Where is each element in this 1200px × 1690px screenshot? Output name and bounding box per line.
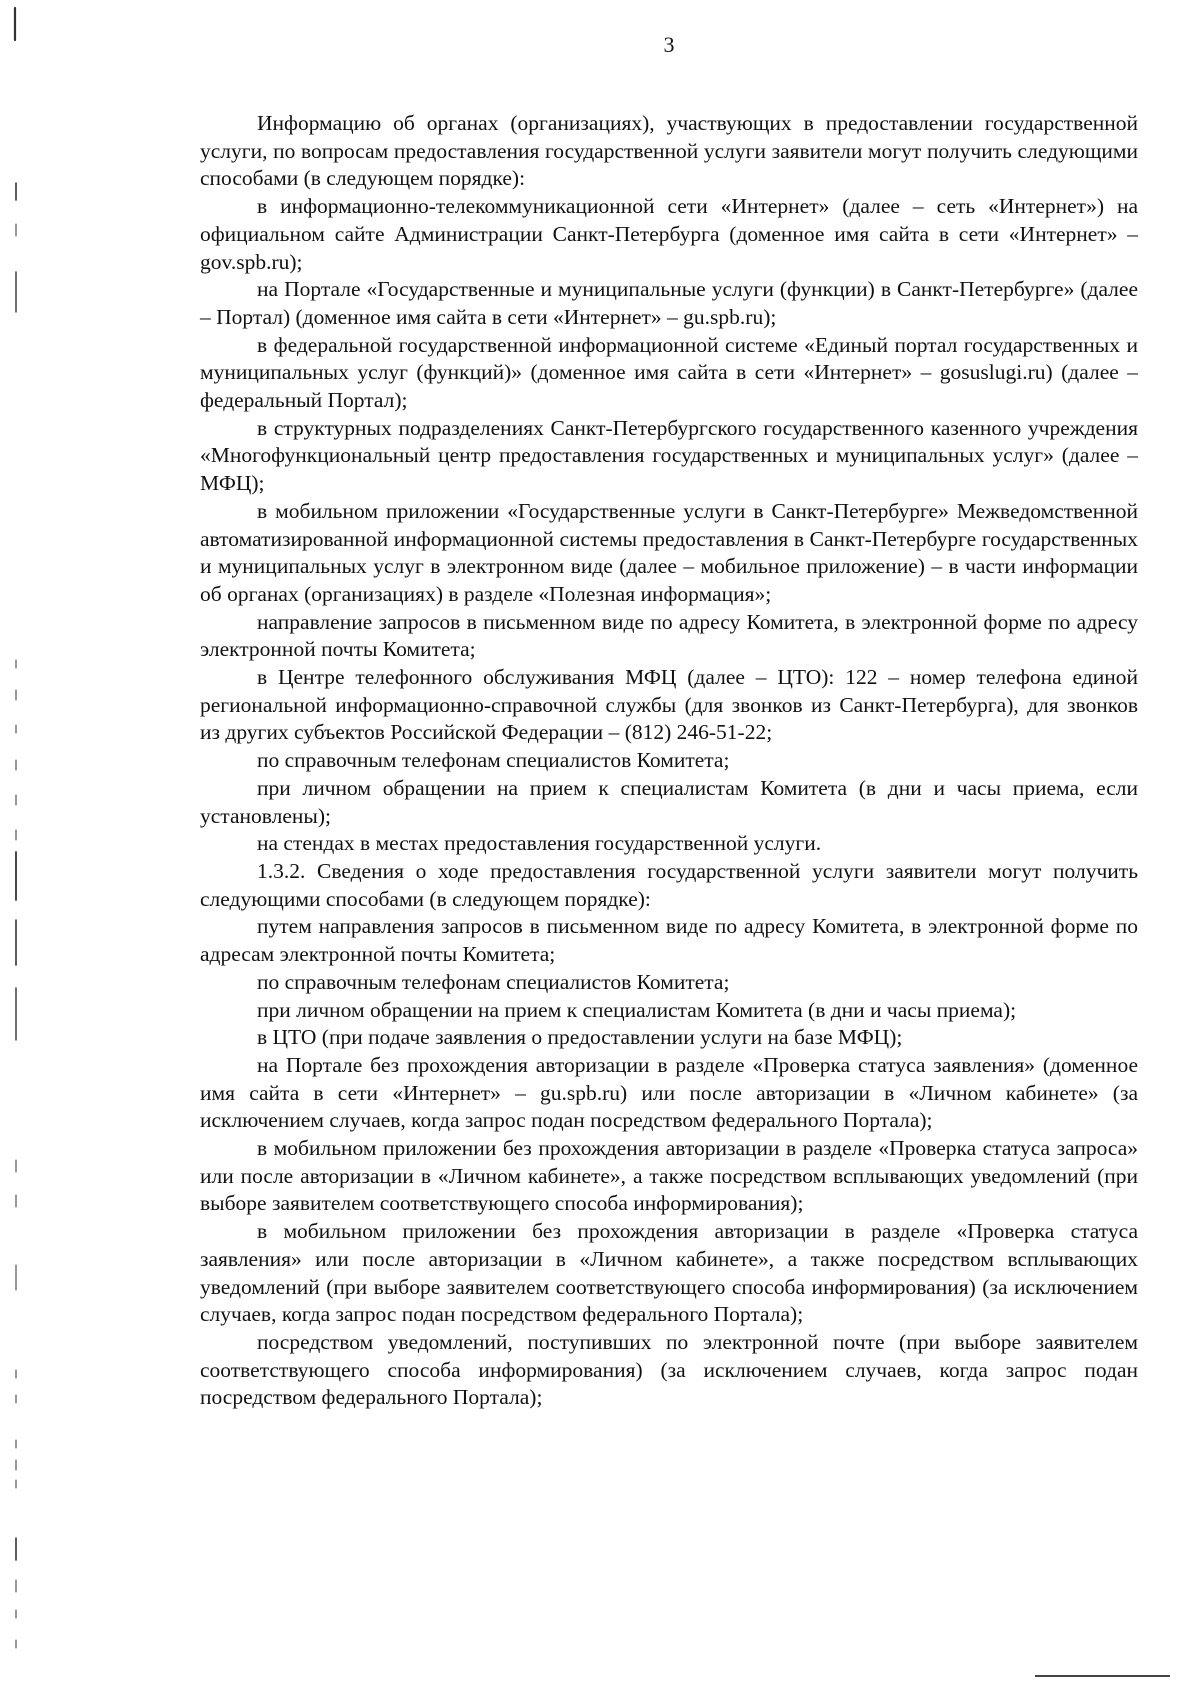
- paragraph: в мобильном приложении без прохождения авторизации в разделе «Проверка статуса заявления» или после авторизации в «Личном кабинете», а также посредством всплывающих уведомлений (при выборе заявителем соответствующего способа информирования) (за исключением случаев, когда запрос подан посредством федерального Портала);: [200, 1219, 1138, 1327]
- paragraph: на стендах в местах предоставления государственной услуги.: [257, 831, 822, 856]
- paragraph: Информацию об органах (организациях), участвующих в предоставлении государственной услуги, по вопросам предоставления государственной услуги заявители могут получить следующими способами (в следующем порядке):: [200, 111, 1138, 191]
- paragraph: на Портале без прохождения авторизации в разделе «Проверка статуса заявления» (доменное имя сайта в сети «Интернет» – gu.spb.ru) или после авторизации в «Личном кабинете» (за исключением случаев, когда запрос подан посредством федерального Портала);: [200, 1052, 1138, 1133]
- page-number: 3: [663, 32, 675, 57]
- paragraph: при личном обращении на прием к специалистам Комитета (в дни и часы приема, если установлены);: [200, 775, 1138, 828]
- paragraph: в структурных подразделениях Санкт-Петербургского государственного казенного учреждения «Многофункциональный центр предоставления государственных и муниципальных услуг» (далее – МФЦ);: [200, 415, 1138, 496]
- footer-rule: [1035, 1675, 1170, 1677]
- scan-edge-marks: [0, 0, 60, 1690]
- paragraph: по справочным телефонам специалистов Комитета;: [257, 748, 730, 773]
- paragraph: в федеральной государственной информационной системе «Единый портал государственных и муниципальных услуг (функций)» (доменное имя сайта в сети «Интернет» – gosuslugi.ru) (далее – федеральный Портал);: [200, 332, 1138, 413]
- paragraph: при личном обращении на прием к специалистам Комитета (в дни и часы приема);: [257, 997, 1017, 1022]
- paragraph: в мобильном приложении «Государственные услуги в Санкт-Петербурге» Межведомственной автоматизированной информационной системы предоставления в Санкт-Петербурге государственных и муниципальных услуг в электронном виде (далее – мобильное приложение) – в части информации об органах (организациях) в разделе «Полезная информация»;: [200, 498, 1138, 606]
- paragraph: посредством уведомлений, поступивших по электронной почте (при выборе заявителем соответствующего способа информирования) (за исключением случаев, когда запрос подан посредством федерального Портала);: [200, 1329, 1138, 1410]
- paragraph: в мобильном приложении без прохождения авторизации в разделе «Проверка статуса запроса» или после авторизации в «Личном кабинете», а также посредством всплывающих уведомлений (при выборе заявителем соответствующего способа информирования);: [200, 1136, 1138, 1216]
- paragraph: по справочным телефонам специалистов Комитета;: [257, 969, 730, 994]
- section-1-3-2-paragraph: 1.3.2. Сведения о ходе предоставления государственной услуги заявители могут получить следующими способами (в следующем порядке):: [200, 858, 1138, 911]
- paragraph: в Центре телефонного обслуживания МФЦ (далее – ЦТО): 122 – номер телефона единой региональной информационно-справочной службы (для звонков из Санкт-Петербурга), для звонков из других субъектов Российской Федерации – (812) 246-51-22;: [200, 665, 1138, 745]
- paragraph: на Портале «Государственные и муниципальные услуги (функции) в Санкт-Петербурге» (далее – Портал) (доменное имя сайта в сети «Интернет» – gu.spb.ru);: [200, 277, 1138, 329]
- paragraph: путем направления запросов в письменном виде по адресу Комитета, в электронной форме по адресам электронной почты Комитета;: [200, 914, 1138, 967]
- paragraph: направление запросов в письменном виде по адресу Комитета, в электронной форме по адресу электронной почты Комитета;: [200, 609, 1138, 662]
- paragraph: в информационно-телекоммуникационной сети «Интернет» (далее – сеть «Интернет») на официальном сайте Администрации Санкт-Петербурга (доменное имя сайта в сети «Интернет» – gov.spb.ru);: [200, 194, 1138, 274]
- document-body: [200, 110, 1138, 1412]
- paragraph: в ЦТО (при подаче заявления о предоставлении услуги на базе МФЦ);: [257, 1025, 903, 1050]
